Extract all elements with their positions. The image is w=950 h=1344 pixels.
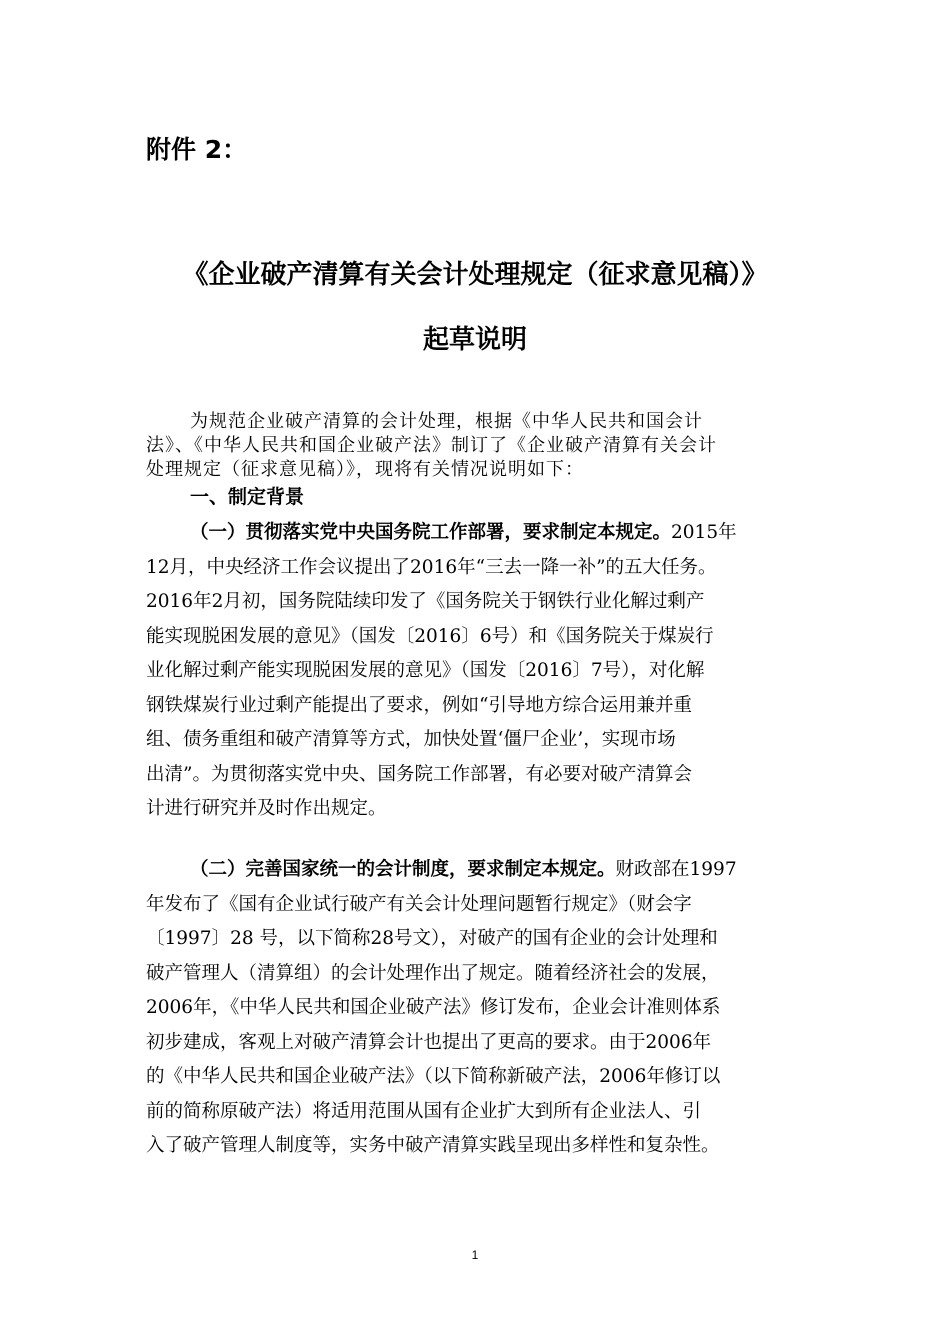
- paragraph-text: 2015年: [671, 522, 737, 543]
- paragraph-line: 组、债务重组和破产清算等方式，加快处置‘僵尸企业’，实现市场: [146, 729, 676, 750]
- paragraph-first-line: [146, 853, 810, 888]
- paragraph-line: 前的简称原破产法）将适用范围从国有企业扩大到所有企业法人、引: [146, 1100, 702, 1122]
- paragraph-line: 出清”。为贯彻落实党中央、国务院工作部署，有必要对破产清算会: [146, 763, 692, 785]
- document-subtitle: 起草说明: [422, 325, 527, 355]
- attachment-label: 附件 2：: [146, 135, 248, 164]
- paragraph-line: 初步建成，客观上对破产清算会计也提出了更高的要求。由于2006年: [146, 1031, 712, 1053]
- paragraph-line: 破产管理人（清算组）的会计处理作出了规定。随着经济社会的发展，: [146, 962, 720, 984]
- section-heading: 一、制定背景: [190, 486, 305, 508]
- paragraph-line: 入了破产管理人制度等，实务中破产清算实践呈现出多样性和复杂性。: [146, 1135, 720, 1156]
- paragraph-line: 业化解过剩产能实现脱困发展的意见》（国发〔2016〕7号），对化解: [146, 660, 705, 681]
- paragraph-lead: （二）完善国家统一的会计制度，要求制定本规定。: [190, 859, 616, 880]
- intro-line: 处理规定（征求意见稿）》，现将有关情况说明如下：: [146, 459, 584, 480]
- paragraph-line: 能实现脱困发展的意见》（国发〔2016〕6号）和《国务院关于煤炭行: [146, 625, 714, 647]
- paragraph-line: 12月，中央经济工作会议提出了2016年“三去一降一补”的五大任务。: [146, 556, 717, 578]
- paragraph-first-line: [146, 516, 810, 551]
- paragraph-line: 2006年，《中华人民共和国企业破产法》修订发布，企业会计准则体系: [146, 997, 721, 1018]
- paragraph-accounting-system: [146, 853, 810, 1164]
- paragraph-implementation: [146, 516, 810, 827]
- paragraph-line: 计进行研究并及时作出规定。: [146, 798, 387, 819]
- paragraph-line: 的《中华人民共和国企业破产法》（以下简称新破产法，2006年修订以: [146, 1066, 721, 1087]
- paragraph-lead: （一）贯彻落实党中央国务院工作部署，要求制定本规定。: [190, 522, 672, 543]
- paragraph-line: 〔1997〕28 号，以下简称28号文），对破产的国有企业的会计处理和: [146, 928, 718, 949]
- paragraph-line: 钢铁煤炭行业过剩产能提出了要求，例如“引导地方综合运用兼并重: [146, 694, 692, 716]
- paragraph-line: 年发布了《国有企业试行破产有关会计处理问题暂行规定》（财会字: [146, 893, 692, 915]
- intro-paragraph: [146, 410, 806, 482]
- intro-line: 为规范企业破产清算的会计处理，根据《中华人民共和国会计: [190, 411, 703, 432]
- paragraph-text: 财政部在1997: [615, 859, 737, 880]
- document-title: 《企业破产清算有关会计处理规定（征求意见稿）》: [182, 260, 768, 290]
- intro-line: 法》、《中华人民共和国企业破产法》制订了《企业破产清算有关会计: [146, 435, 717, 456]
- paragraph-line: 2016年2月初，国务院陆续印发了《国务院关于钢铁行业化解过剩产: [146, 591, 705, 612]
- page-number: 1: [471, 1248, 479, 1262]
